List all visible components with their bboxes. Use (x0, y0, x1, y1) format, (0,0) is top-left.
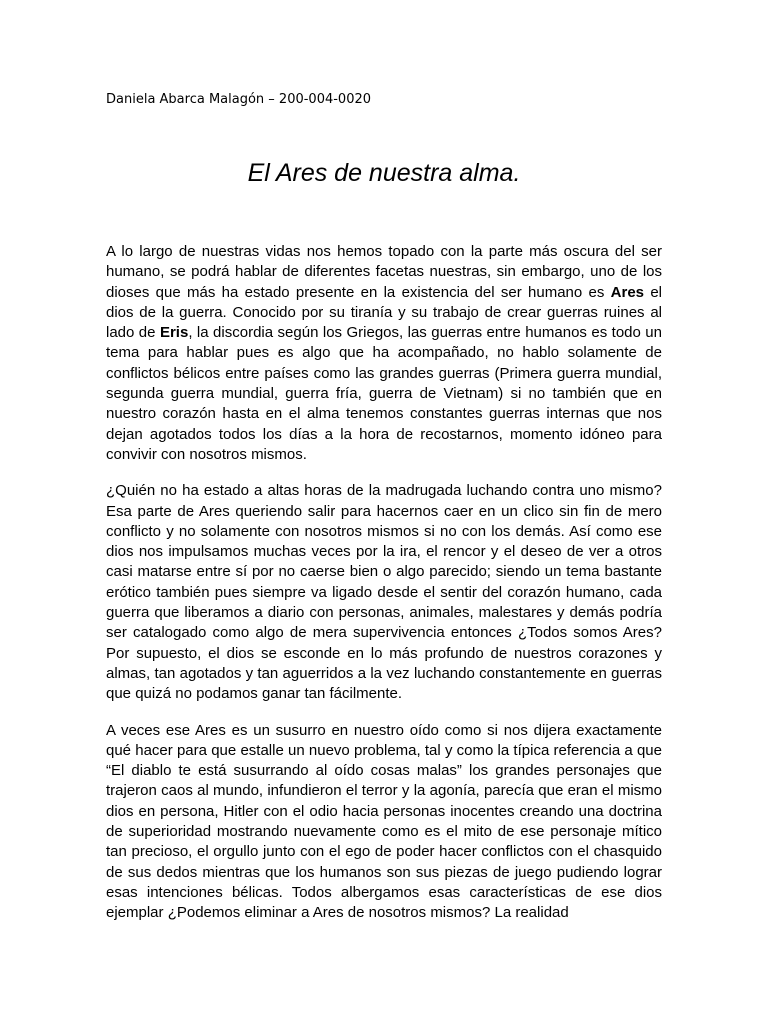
document-body (106, 242, 662, 940)
paragraph-1-text-a: A lo largo de nuestras vidas nos hemos topado con la parte más oscura del ser humano, se podrá hablar de diferentes facetas nuestras, sin embargo, uno de los dioses que más ha estado presente en la existencia del ser humano es (106, 243, 662, 301)
keyword-ares: Ares (610, 283, 645, 301)
author-header: Daniela Abarca Malagón – 200-004-0020 (106, 92, 372, 107)
paragraph-1-text-c: , la discordia según los Griegos, las guerras entre humanos es todo un tema para hablar pues es algo que ha acompañado, no hablo solamente de conflictos bélicos entre países como las grandes guerras (Primera guerra mundial, segunda guerra mundial, guerra fría, guerra de Vietnam) si no también que en nuestro corazón hasta en el alma tenemos constantes guerras internas que nos dejan agotados todos los días a la hora de recostarnos, momento idóneo para convivir con nosotros mismos. (106, 324, 662, 463)
paragraph-3: A veces ese Ares es un susurro en nuestro oído como si nos dijera exactamente qué hacer para que estalle un nuevo problema, tal y como la típica referencia a que “El diablo te está susurrando al oído cosas malas” los grandes personajes que trajeron caos al mundo, infundieron el terror y la agonía, parecía que eran el mismo dios en persona, Hitler con el odio hacia personas inocentes creando una doctrina de superioridad mostrando nuevamente como es el mito de ese personaje mítico tan precioso, el orgullo junto con el ego de poder hacer conflictos con el chasquido de sus dedos mientras que los humanos son sus piezas de juego pudiendo lograr esas intenciones bélicas. Todos albergamos esas características de ese dios ejemplar ¿Podemos eliminar a Ares de nosotros mismos? La realidad (106, 721, 662, 922)
page-title: El Ares de nuestra alma. (247, 159, 521, 187)
paragraph-1-text-b: el dios de la guerra. Conocido por su tiranía y su trabajo de crear guerras ruines al lado de (106, 283, 663, 342)
paragraph-2: ¿Quién no ha estado a altas horas de la madrugada luchando contra uno mismo? Esa parte de Ares queriendo salir para hacernos caer en un clico sin fin de mero conflicto y no solamente con nosotros mismos si no con los demás. Así como ese dios nos impulsamos muchas veces por la ira, el rencor y el deseo de ver a otros casi matarse entre sí por no caerse bien o algo parecido; siendo un tema bastante erótico también pues siempre va ligado desde el sentir del corazón humano, cada guerra que liberamos a diario con personas, animales, malestares y demás podría ser catalogado como algo de mera supervivencia entonces ¿Todos somos Ares? Por supuesto, el dios se esconde en lo más profundo de nuestros corazones y almas, tan agotados y tan aguerridos a la vez luchando constantemente en guerras que quizá no podamos ganar tan fácilmente. (106, 482, 662, 703)
paragraph-1 (106, 242, 662, 465)
keyword-eris: Eris (159, 324, 189, 342)
